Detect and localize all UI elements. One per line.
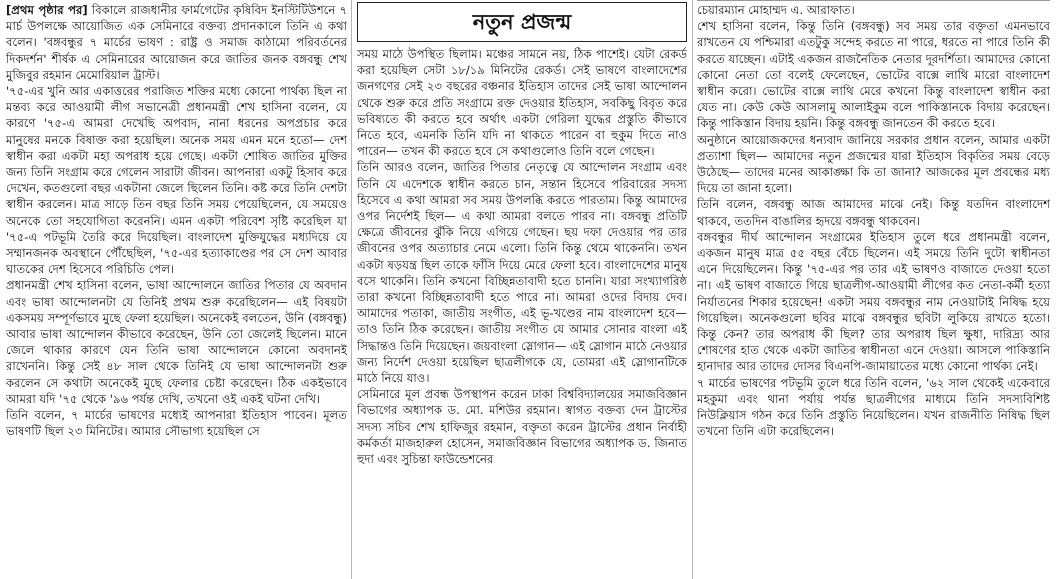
paragraph: তিনি আরও বলেন, জাতির পিতার নেতৃত্বে যে আন্দোলন সংগ্রাম এবং তিনি যে এদেশকে স্বাধীন করতে চান, সন্তান হিসেবে পরিবারের সদস্য হিসেবে এ কথা আমরা সব সময় উপলব্ধি করতে পারতাম। কিন্তু আমাদের ওপর নির্দেশই ছিল— এ কথা আমরা বলতে পারব না। বঙ্গবন্ধু প্রতিটি ক্ষেত্রে জীবনের ঝুঁকি নিয়ে এগিয়ে গেছেন। ছয় দফা দেওয়ার পর তার জীবনের ওপর অত্যাচার নেমে এলো। তিনি কিন্তু থেমে থাকেননি। তখন একটা ষড়যন্ত্র ছিল তাকে ফাঁসি দিয়ে মেরে ফেলা হবে। বাংলাদেশের মানুষ বসে থাকেনি। তিনি কখনো বিচ্ছিন্নতাবাদী হতে চাননি। যারা সংখ্যাগরিষ্ঠ তারা কখনো বিচ্ছিন্নতাবাদী হতে পারে না। আমরা ওদের বিদায় দেব। আমাদের পতাকা, জাতীয় সংগীত, এই ভূ-খণ্ডের নাম বাংলাদেশ হবে— তাও তিনি ঠিক করেছেন। জাতীয় সংগীত যে আমার সোনার বাংলা এই সিদ্ধান্তও তিনি দিয়েছেন। জয়বাংলা স্লোগান— এই স্লোগান মাঠে নেওয়ার জন্য নির্দেশ দেওয়া হয়েছিল ছাত্রলীগকে যে, তোমরা এই স্লোগানটিকে মাঠে নিয়ে যাও। bbox=[357, 160, 687, 386]
paragraph: অনুষ্ঠানে আয়োজকদের ধন্যবাদ জানিয়ে সরকার প্রধান বলেন, আমার একটা প্রত্যাশা ছিল— আমাদের নতুন প্রজন্মের যারা ইতিহাস বিকৃতির সময় বেড়ে উঠেছে— তাদের মনের আকাঙ্ক্ষা কি তা জানা? আজকের মূল প্রবন্ধের মধ্য দিয়ে তা জানা হলো। bbox=[697, 132, 1050, 196]
paragraph: তিনি বলেন, বঙ্গবন্ধু আজ আমাদের মাঝে নেই। কিন্তু যতদিন বাংলাদেশ থাকবে, ততদিন বাঙালির হৃদয়ে বঙ্গবন্ধু থাকবেন। bbox=[697, 197, 1050, 228]
paragraph: '৭৫-এর খুনি আর একাত্তরের পরাজিত শক্তির মধ্যে কোনো পার্থক্য ছিল না মন্তব্য করে আওয়ামী লীগ সভানেত্রী প্রধানমন্ত্রী শেখ হাসিনা বলেন, যে কারণে '৭৫-এ আমরা দেখেছি অপবাদ, নানা ধরনের অপপ্রচার করে মানুষের মনকে বিষাক্ত করা হয়েছিল। অনেক সময় এমন মনে হতো— দেশ স্বাধীন করা একটা মহা অপরাধ হয়ে গেছে। একটা শোষিত জাতির মুক্তির জন্য তিনি সংগ্রাম করে গেলেন সারাটা জীবন। আপনারা একটু হিসাব করে দেখেন, কতগুলো বছর একটানা জেলে ছিলেন তিনি। কষ্ট করে তিনি দেশটা স্বাধীন করলেন। মাত্র সাড়ে তিন বছর তিনি সময় পেয়েছিলেন, যে সময়েও অনেকে তো সহযোগিতা করেননি। এমন একটা পরিবেশ সৃষ্টি করেছিল যা '৭৫-এ পটভূমি তৈরি করে দিয়েছিল। বাংলাদেশ মুক্তিযুদ্ধের মধ্যদিয়ে যে সম্মানজনক অবস্থানে পৌঁছেছিল, '৭৫-এর হত্যাকাণ্ডের পর সে দেশ আবার ঘাতকের দেশ হিসেবে পরিচিতি পেল। bbox=[6, 84, 347, 277]
column-divider bbox=[692, 0, 693, 579]
headline: নতুন প্রজন্ম bbox=[472, 9, 572, 34]
paragraph: সময় মাঠে উপস্থিত ছিলাম। মঞ্চের সামনে নয়, ঠিক পাশেই। যেটা রেকর্ড করা হয়েছিল সেটা ১৮/১৯ মিনিটের রেকর্ড। সেই ভাষণে বাংলাদেশের জনগণের সেই ২৩ বছরের বঞ্চনার ইতিহাস তাদের সেই ভাষা আন্দোলন থেকে শুরু করে প্রতি সংগ্রামে রক্ত দেওয়ার ইতিহাস, সবকিছু বিবৃত করে ভবিষ্যতে কী করতে হবে অর্থাৎ একটা গেরিলা যুদ্ধের প্রস্তুতি কীভাবে নিতে হবে, এমনকি তিনি যদি না থাকতে পারেন বা হুকুম দিতে নাও পারেন— তখন কী করতে হবে সে কথাগুলোও তিনি বলে গেছেন। bbox=[357, 47, 687, 159]
column-right bbox=[697, 2, 1050, 577]
continuation-tag: [প্রথম পৃষ্ঠার পর] bbox=[6, 3, 88, 17]
headline-box bbox=[357, 2, 687, 42]
paragraph bbox=[6, 2, 347, 83]
column-middle bbox=[357, 0, 687, 577]
paragraph: শেখ হাসিনা বলেন, কিন্তু তিনি (বঙ্গবন্ধু) সব সময় তার বক্তৃতা এমনভাবে রাখতেন যে পশ্চিমারা এতটুকু সন্দেহ করতে না পারে, ধরতে না পারে তিনি কী করতে যাচ্ছেন। এটাই একজন রাজনৈতিক নেতার দূরদর্শিতা। আমাদের কোনো কোনো নেতা তো বলেই ফেলেছেন, ভোটের বাক্সে লাথি মারো বাংলাদেশ স্বাধীন করো। ভোটের বাক্সে লাথি মেরে কখনো কিন্তু বাংলাদেশ স্বাধীন করা যেত না। কেউ কেউ আসলামু আলাইকুম বলে পাকিস্তানকে বিদায় করেছেন। কিন্তু পাকিস্তান বিদায় হয়নি। কিন্তু বঙ্গবন্ধু জানতেন কী করতে হবে। bbox=[697, 19, 1050, 131]
paragraph: সেমিনারে মূল প্রবন্ধ উপস্থাপন করেন ঢাকা বিশ্ববিদ্যালয়ের সমাজবিজ্ঞান বিভাগের অধ্যাপক ড. মো. মশিউর রহমান। স্বাগত বক্তব্য দেন ট্রাস্টের সদস্য সচিব শেখ হাফিজুর রহমান, বক্তৃতা করেন ট্রাস্টের প্রধান নির্বাহী কর্মকর্তা মাজহারুল হোসেন, সমাজবিজ্ঞান বিভাগের অধ্যাপক ড. জিনাত হুদা এবং সুচিন্তা ফাউন্ডেশনের bbox=[357, 387, 687, 467]
top-rule bbox=[697, 0, 1050, 1]
paragraph: প্রধানমন্ত্রী শেখ হাসিনা বলেন, ভাষা আন্দোলনে জাতির পিতার যে অবদান এবং ভাষা আন্দোলনটা যে তিনিই প্রথম শুরু করেছিলেন— এই বিষয়টা একসময় সম্পূর্ণভাবে মুছে ফেলা হয়েছিল। অনেকেই বলতেন, উনি (বঙ্গবন্ধু) আবার ভাষা আন্দোলন কীভাবে করেছেন, উনি তো জেলেই ছিলেন। মানে জেলে থাকার কারণে যেন তিনি ভাষা আন্দোলনে কোনো অবদানই রাখেননি। কিন্তু সেই ৪৮ সাল থেকে তিনিই যে ভাষা আন্দোলনটা শুরু করলেন সে কথাটা অনেকেই মুছে ফেলার চেষ্টা করেছেন। ঠিক একইভাবে আমরা যদি '৭৫ থেকে '৯৬ পর্যন্ত দেখি, তখনো ওই একই ঘটনা দেখি। bbox=[6, 278, 347, 406]
paragraph: তিনি বলেন, ৭ মার্চের ভাষণের মধ্যেই আপনারা ইতিহাস পাবেন। মূলত ভাষণটি ছিল ২৩ মিনিটের। আমার সৌভাগ্য হয়েছিল সে bbox=[6, 408, 347, 439]
paragraph-text: বিকালে রাজধানীর ফার্মগেটের কৃষিবিদ ইনস্টিটিউশনে ৭ মার্চ উপলক্ষে আয়োজিত এক সেমিনারে বক্তব্য প্রদানকালে তিনি এ কথা বলেন। 'বঙ্গবন্ধুর ৭ মার্চের ভাষণ : রাষ্ট্র ও সমাজ কাঠামো পরিবর্তনের দিকদর্শন' শীর্ষক এ সেমিনারের আয়োজন করে জাতির জনক বঙ্গবন্ধু শেখ মুজিবুর রহমান মেমোরিয়াল ট্রাস্ট। bbox=[6, 3, 347, 82]
column-left bbox=[6, 2, 347, 577]
column-divider bbox=[351, 0, 352, 579]
paragraph: ৭ মার্চের ভাষণের পটভূমি তুলে ধরে তিনি বলেন, '৬২ সাল থেকেই একেবারে মহকুমা এবং থানা পর্যায় পর্যন্ত ছাত্রলীগের মাধ্যমে তিনি সদস্যবিশিষ্ট নিউক্লিয়াস গঠন করে তিনি প্রস্তুতি নিয়েছিলেন। যখন রাজনীতি নিষিদ্ধ ছিল তখনো তিনি এটা করেছিলেন। bbox=[697, 375, 1050, 439]
paragraph: বঙ্গবন্ধুর দীর্ঘ আন্দোলন সংগ্রামের ইতিহাস তুলে ধরে প্রধানমন্ত্রী বলেন, একজন মানুষ মাত্র ৫৫ বছর বেঁচে ছিলেন। এই সময়ে তিনি দুটো স্বাধীনতা এনে দিয়েছিলেন। কিন্তু '৭৫-এর পর তার এই ভাষণও বাজাতে দেওয়া হতো না। এই ভাষণ বাজাতে গিয়ে ছাত্রলীগ-আওয়ামী লীগের কত নেতা-কর্মী হত্যা নির্যাতনের শিকার হয়েছেন! একটা সময় বঙ্গবন্ধুর নাম নেওয়াটাই নিষিদ্ধ হয়ে গিয়েছিল। অনেকগুলো ছবির মাঝে বঙ্গবন্ধুর ছবিটা লুকিয়ে রাখতে হতো। কিন্তু কেন? তার অপরাধ কী ছিল? তার অপরাধ ছিল ক্ষুধা, দারিদ্র্য আর শোষণের হাত থেকে একটা জাতির স্বাধীনতা এনে দেওয়া। আসলে পাকিস্তানি হানাদার আর তাদের দোসর বিএনপি-জামায়াতের মধ্যে কোনো পার্থক্য নেই। bbox=[697, 229, 1050, 374]
paragraph: চেয়ারম্যান মোহাম্মদ এ. আরাফাত। bbox=[697, 3, 855, 17]
